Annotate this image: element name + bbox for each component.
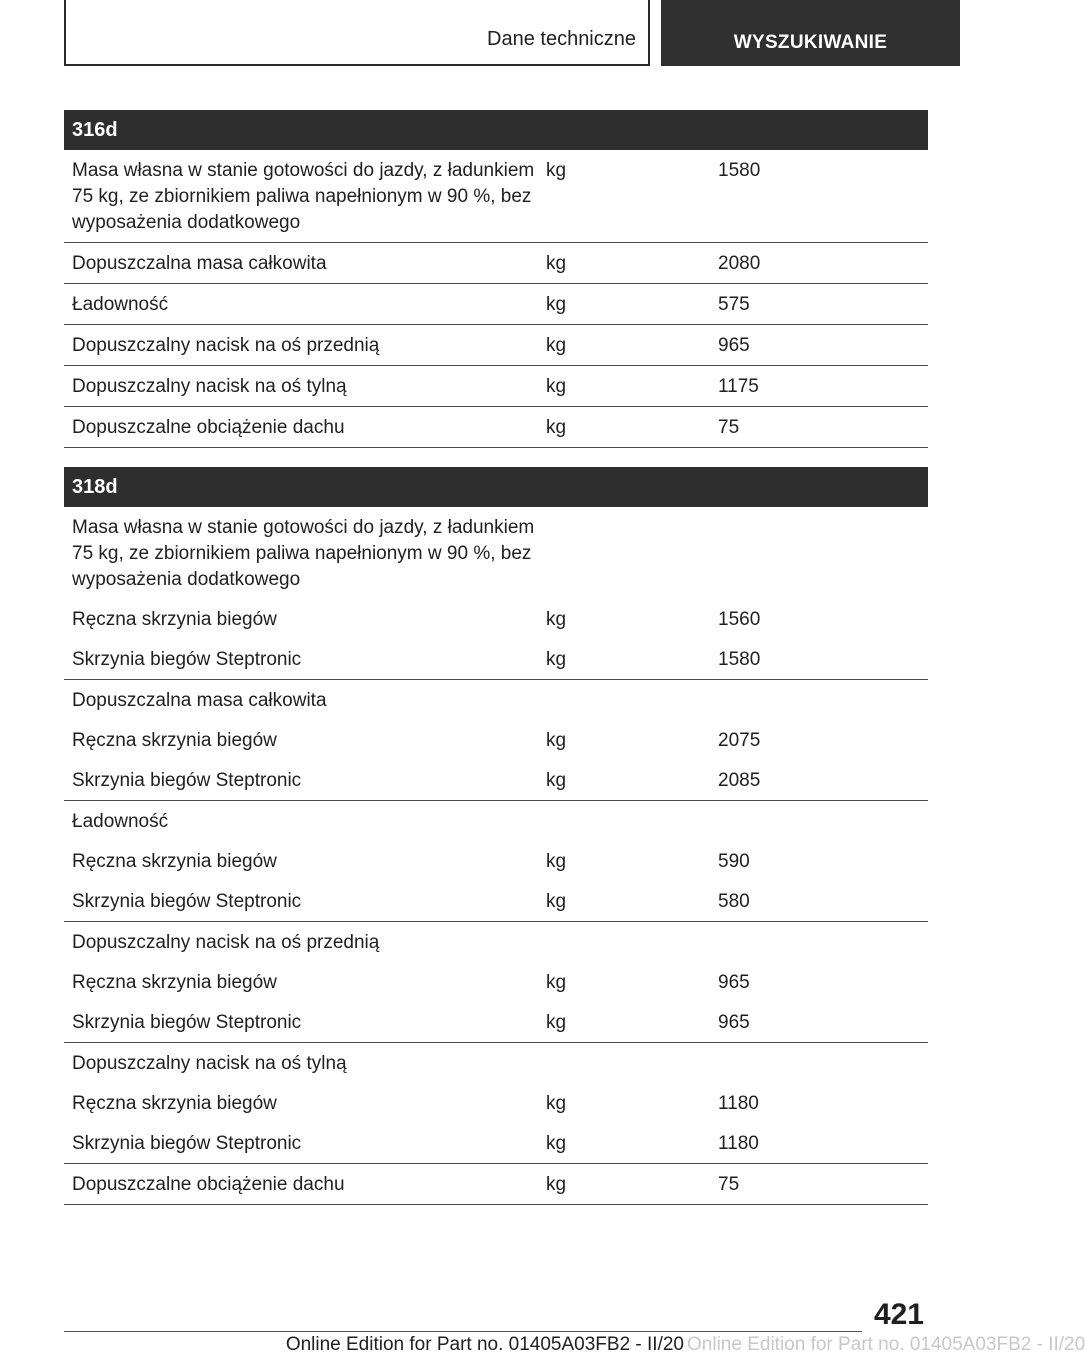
row-unit: kg [546, 253, 567, 274]
row-value: 580 [718, 891, 750, 912]
header-frame-left [64, 0, 66, 66]
row-value [710, 688, 928, 714]
row-value: 965 [718, 335, 750, 356]
row-unit: kg [546, 1093, 567, 1114]
row-unit: kg [546, 1133, 567, 1154]
table-row [64, 760, 928, 801]
row-label: Ręczna skrzynia biegów [72, 609, 277, 630]
row-label: Dopuszczalne obciążenie dachu [72, 417, 345, 438]
row-value: 2075 [718, 730, 761, 751]
row-unit [538, 688, 710, 714]
table-rows [64, 507, 928, 1205]
row-unit: kg [546, 294, 567, 315]
row-label: Dopuszczalny nacisk na oś tylną [72, 1053, 347, 1074]
row-unit: kg [546, 649, 567, 670]
row-label: Ładowność [72, 811, 169, 832]
table-row [64, 1083, 928, 1123]
table-row [64, 680, 928, 720]
table-row [64, 639, 928, 680]
row-label: Dopuszczalny nacisk na oś tylną [72, 376, 347, 397]
page-number: 421 [873, 1298, 924, 1331]
row-value: 965 [718, 1012, 750, 1033]
row-label: Dopuszczalna masa całkowita [72, 253, 327, 274]
row-value: 2080 [718, 253, 761, 274]
table-row [64, 1043, 928, 1083]
table-row [64, 881, 928, 922]
table-row [64, 599, 928, 639]
table-title: 316d [64, 110, 928, 150]
table-row [64, 507, 928, 599]
row-value: 590 [718, 851, 750, 872]
row-value: 965 [718, 972, 750, 993]
row-unit: kg [546, 1174, 567, 1195]
table-row [64, 1123, 928, 1164]
table-row [64, 801, 928, 841]
row-label: Ręczna skrzynia biegów [72, 730, 277, 751]
row-unit [538, 809, 710, 835]
row-label: Dopuszczalny nacisk na oś przednią [72, 932, 380, 953]
table-row [64, 150, 928, 243]
row-unit: kg [546, 335, 567, 356]
row-unit: kg [546, 851, 567, 872]
row-label: Skrzynia biegów Steptronic [72, 891, 302, 912]
row-label: Ręczna skrzynia biegów [72, 972, 277, 993]
row-label: Masa własna w stanie gotowości do jazdy, z ładunkiem 75 kg, ze zbiornikiem paliwa napełnionym w 90 %, bez wyposażenia dodatkowego [72, 517, 535, 590]
table-row [64, 1164, 928, 1205]
row-unit: kg [546, 730, 567, 751]
search-button[interactable]: WYSZUKIWANIE [661, 0, 960, 66]
row-value: 1580 [718, 649, 761, 670]
row-label: Skrzynia biegów Steptronic [72, 1012, 302, 1033]
row-value: 2085 [718, 770, 761, 791]
row-value [710, 809, 928, 835]
header-frame-right [648, 0, 650, 66]
row-label: Dopuszczalna masa całkowita [72, 690, 327, 711]
table-row [64, 720, 928, 760]
row-value [710, 515, 928, 593]
table-row [64, 1002, 928, 1043]
table-row [64, 407, 928, 448]
row-label: Skrzynia biegów Steptronic [72, 770, 302, 791]
header-underline [64, 64, 650, 66]
row-value: 575 [718, 294, 750, 315]
row-label: Skrzynia biegów Steptronic [72, 649, 302, 670]
spec-table-318d [64, 467, 928, 1205]
row-value: 75 [718, 1174, 740, 1195]
footer-divider [64, 1331, 862, 1332]
row-unit [538, 930, 710, 956]
spec-table-316d [64, 110, 928, 448]
row-value: 1580 [718, 160, 761, 181]
row-value: 1175 [718, 376, 759, 397]
table-row [64, 841, 928, 881]
table-row [64, 366, 928, 407]
row-label: Ładowność [72, 294, 169, 315]
row-value: 75 [718, 417, 740, 438]
row-value [710, 930, 928, 956]
row-unit [538, 515, 710, 593]
table-row [64, 922, 928, 962]
row-value: 1180 [718, 1093, 759, 1114]
row-label: Ręczna skrzynia biegów [72, 1093, 277, 1114]
row-unit: kg [546, 1012, 567, 1033]
row-unit: kg [546, 609, 567, 630]
row-unit: kg [546, 376, 567, 397]
row-label: Dopuszczalne obciążenie dachu [72, 1174, 345, 1195]
section-title: Dane techniczne [487, 28, 636, 50]
table-title: 318d [64, 467, 928, 507]
table-row [64, 962, 928, 1002]
row-unit: kg [546, 770, 567, 791]
row-unit: kg [546, 160, 567, 181]
table-rows [64, 150, 928, 448]
edition-info: Online Edition for Part no. 01405A03FB2 - II/20 [285, 1334, 684, 1355]
row-value: 1560 [718, 609, 761, 630]
row-label: Ręczna skrzynia biegów [72, 851, 277, 872]
row-label: Skrzynia biegów Steptronic [72, 1133, 302, 1154]
row-unit: kg [546, 891, 567, 912]
watermark: Online Edition for Part no. 01405A03FB2 - II/20 [687, 1334, 1085, 1355]
row-value [710, 1051, 928, 1077]
table-row [64, 325, 928, 366]
row-unit: kg [546, 417, 567, 438]
row-unit [538, 1051, 710, 1077]
row-unit: kg [546, 972, 567, 993]
row-label: Dopuszczalny nacisk na oś przednią [72, 335, 380, 356]
row-label: Masa własna w stanie gotowości do jazdy, z ładunkiem 75 kg, ze zbiornikiem paliwa napełnionym w 90 %, bez wyposażenia dodatkowego [72, 160, 535, 233]
table-row [64, 284, 928, 325]
table-row [64, 243, 928, 284]
row-value: 1180 [718, 1133, 759, 1154]
